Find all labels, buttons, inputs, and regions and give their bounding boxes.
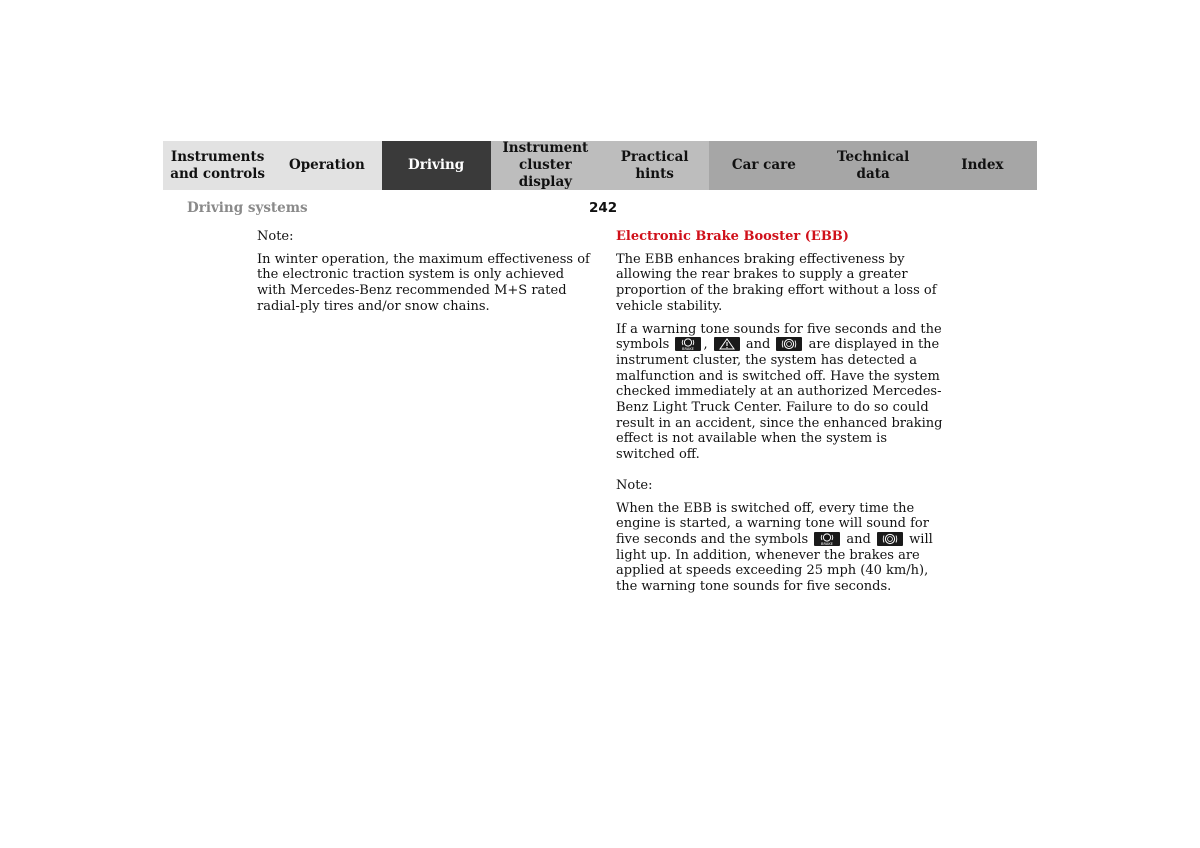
text-fragment: If a warning tone sounds for five seconds and the symbols xyxy=(616,321,942,353)
hazard-triangle-icon xyxy=(714,337,740,351)
tab-driving[interactable] xyxy=(382,141,491,190)
tab-label: Practical hints xyxy=(620,148,689,182)
text-fragment: will light up. In addition, whenever the brakes are applied at speeds exceeding 25 mph (40 km/h), the warning tone sounds for five seconds. xyxy=(616,531,933,595)
tab-label: Driving xyxy=(408,157,465,173)
tab-index[interactable] xyxy=(928,141,1037,190)
tab-technical-data[interactable] xyxy=(819,141,928,190)
ebb-heading: Electronic Brake Booster (EBB) xyxy=(616,229,849,244)
spacer xyxy=(616,470,946,478)
tab-label: Instruments and controls xyxy=(170,148,266,182)
tab-instrument-cluster-display[interactable] xyxy=(491,141,600,190)
text-fragment: and xyxy=(846,531,871,547)
ebb-warning-paragraph xyxy=(616,322,946,463)
ebb-brake-icon xyxy=(877,532,903,546)
tab-label: Technical data xyxy=(837,148,910,182)
brake-warning-icon xyxy=(675,337,701,351)
tab-operation[interactable] xyxy=(272,141,381,190)
tab-practical-hints[interactable] xyxy=(600,141,709,190)
right-column xyxy=(616,229,946,602)
left-column xyxy=(257,229,592,322)
page-number: 242 xyxy=(589,200,618,216)
section-title: Driving systems xyxy=(187,200,308,216)
winter-note-text: In winter operation, the maximum effectiveness of the electronic traction system is only achieved with Mercedes-Benz recommended M+S rated radial-ply tires and/or snow chains. xyxy=(257,251,590,314)
text-fragment: are displayed in the instrument cluster, the system has detected a malfunction and is switched off. Have the system checked immediately at an authorized Mercedes-Benz Light Truck Center. Failure to do so could result in an accident, since the enhanced braking effect is not available when the system is switched off. xyxy=(616,337,943,463)
tab-instruments-and-controls[interactable] xyxy=(163,141,272,190)
text-fragment: , xyxy=(703,337,708,353)
tab-label: Index xyxy=(961,157,1004,173)
tab-label: Car care xyxy=(731,157,796,173)
text-fragment: and xyxy=(745,337,771,353)
note-label: Note: xyxy=(616,477,653,493)
chapter-tabs xyxy=(163,141,1037,190)
tab-label: Instrument cluster display xyxy=(502,140,589,190)
text-fragment: When the EBB is switched off, every time the engine is started, a warning tone will sound for five seconds and the symbols xyxy=(616,500,929,547)
ebb-note-paragraph xyxy=(616,501,946,595)
brake-warning-icon xyxy=(814,532,840,546)
svg-text:BRAKE: BRAKE xyxy=(682,347,695,352)
svg-text:BRAKE: BRAKE xyxy=(821,541,834,546)
tab-label: Operation xyxy=(288,157,365,173)
ebb-intro-text: The EBB enhances braking effectiveness by allowing the rear brakes to supply a greater proportion of the braking effort without a loss of vehicle stability. xyxy=(616,251,937,314)
ebb-brake-icon xyxy=(776,337,802,351)
note-label: Note: xyxy=(257,229,294,244)
tab-car-care[interactable] xyxy=(709,141,818,190)
